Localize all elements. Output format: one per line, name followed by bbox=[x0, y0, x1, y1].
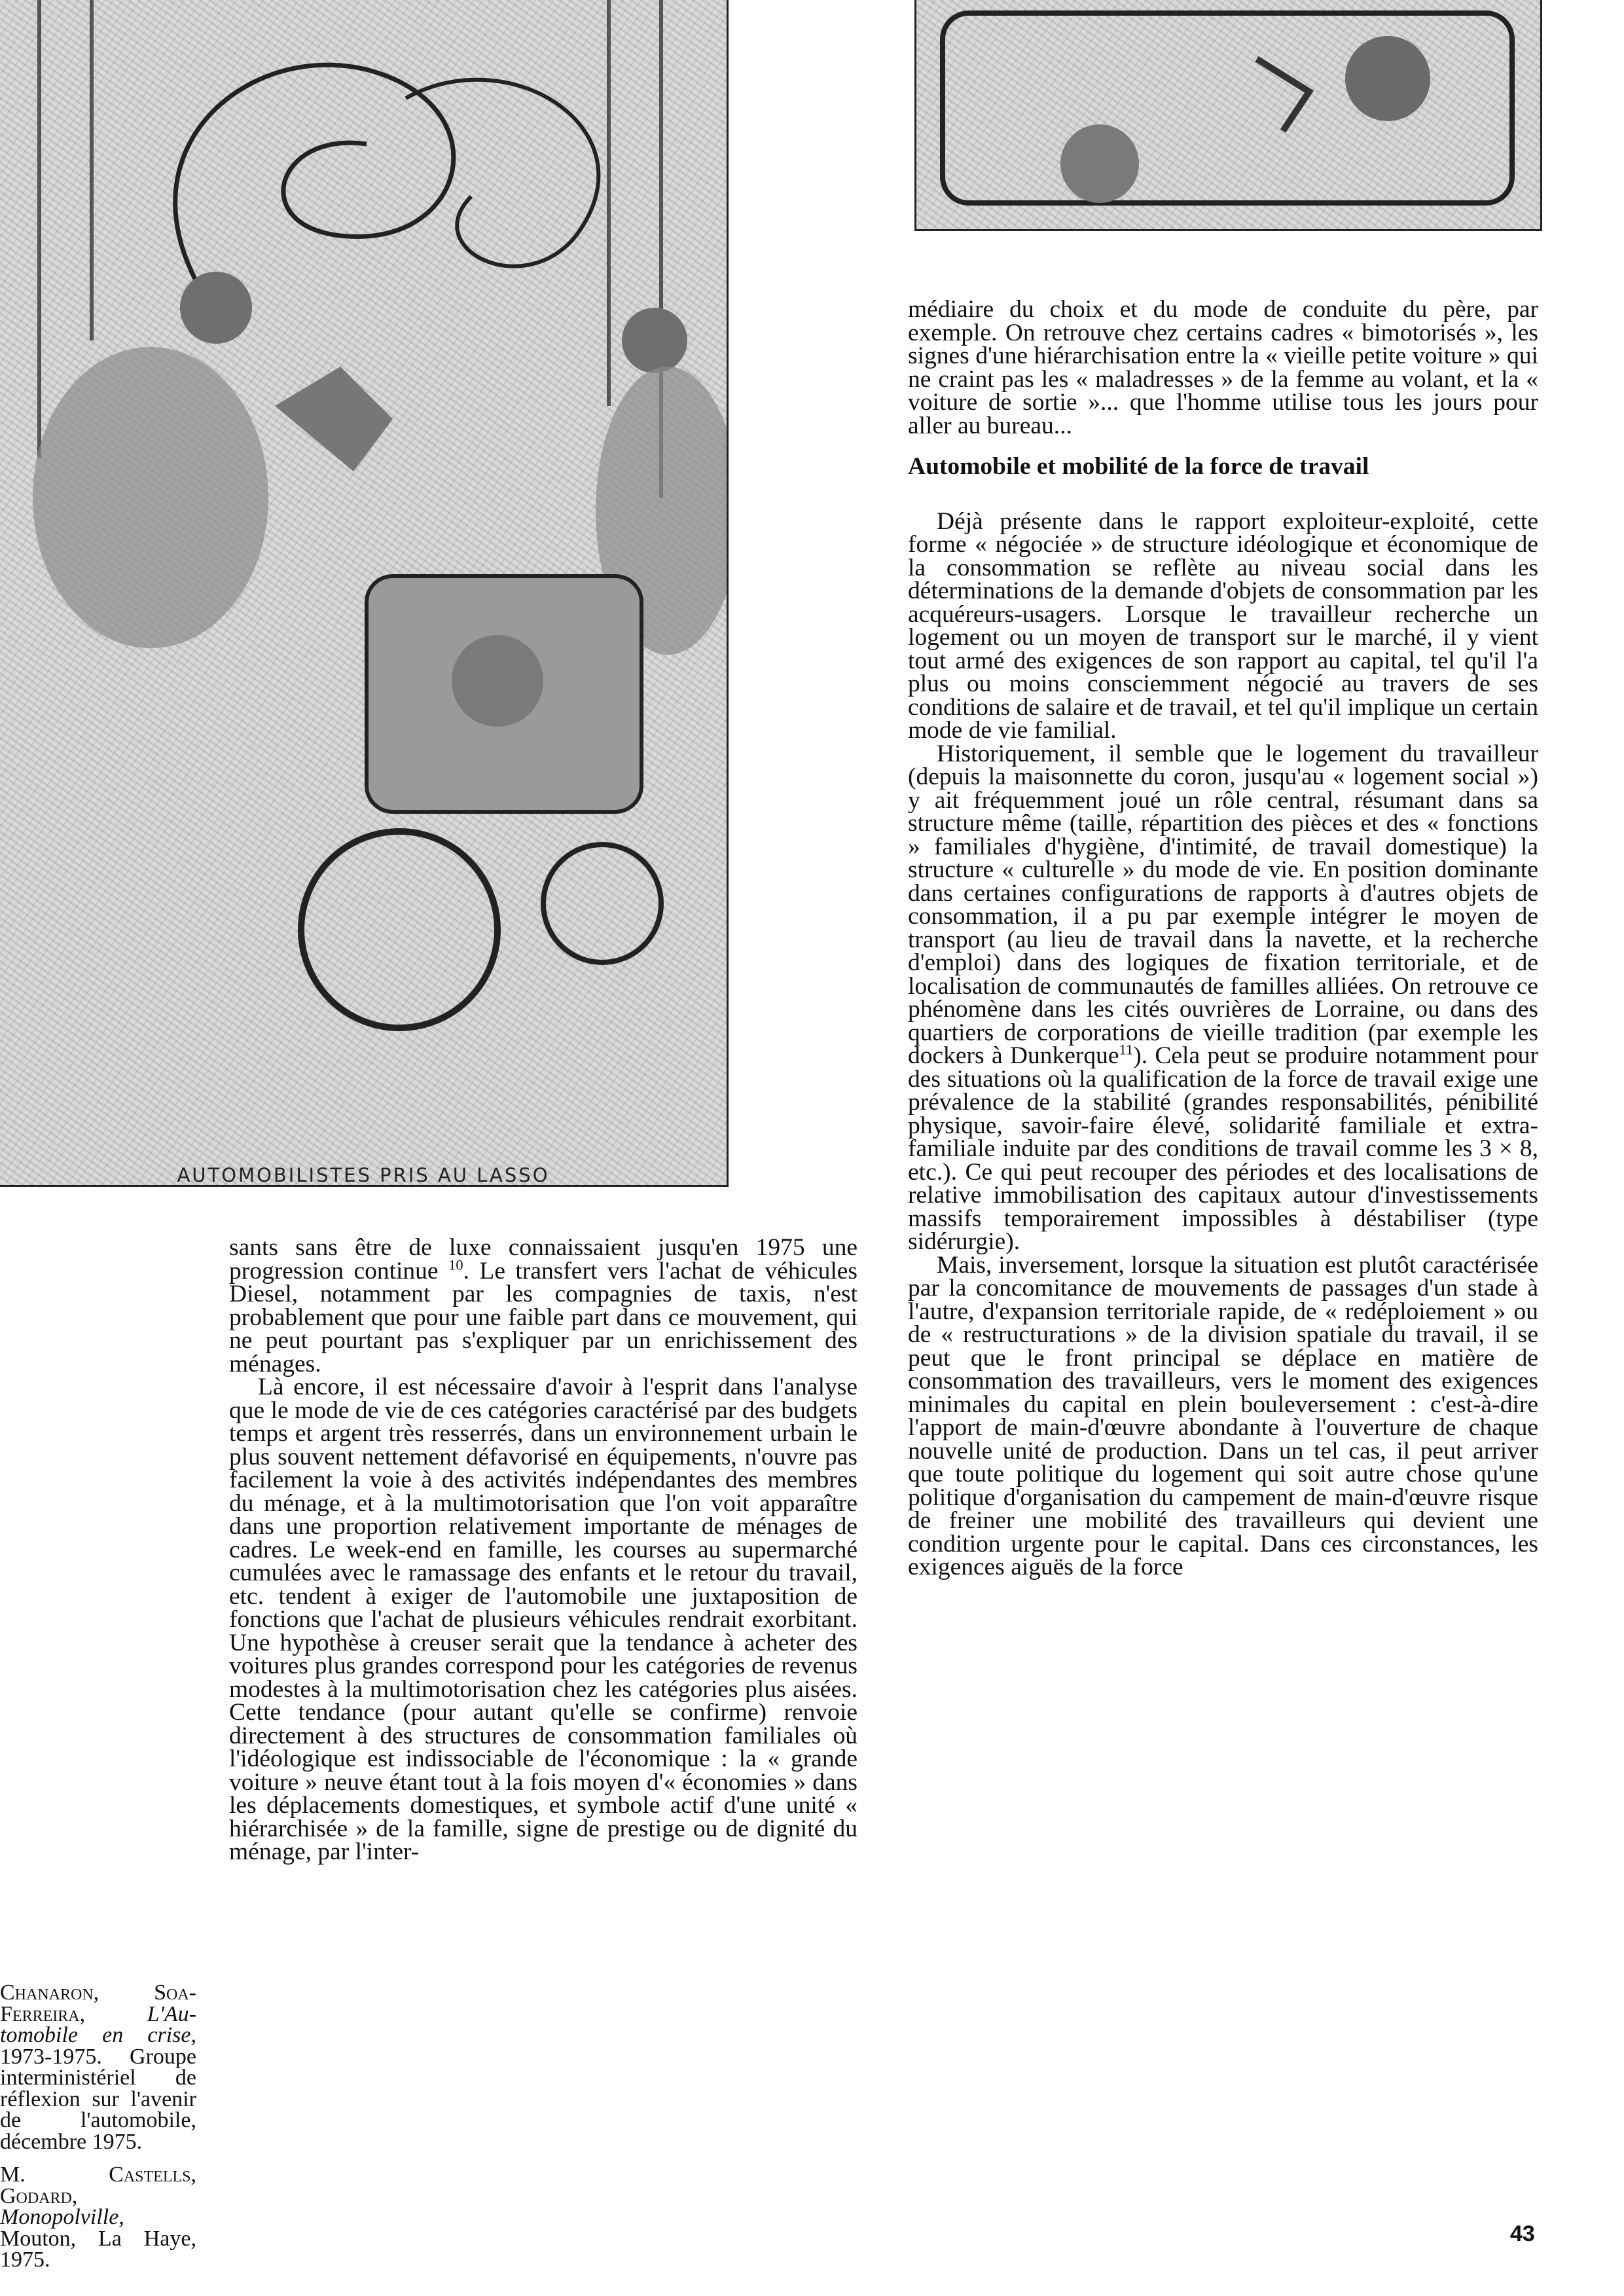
paragraph: Déjà présente dans le rapport exploiteur-exploité, cette forme « négociée » de structure idéologique et économique de la consommation se reflète au niveau social dans les déterminations de la demande d'objets de consommation par les acquéreurs-usagers. Lorsque le travailleur recherche un logement ou un moyen de transport sur le marché, il y vient tout armé des exigences de son rapport au capital, tel qu'il l'a plus ou moins consciemment négocié au travers de ses conditions de salaire et de travail, et tel qu'il implique un certain mode de vie familial. bbox=[908, 507, 1538, 744]
paragraph: Là encore, il est nécessaire d'avoir à l'esprit dans l'analyse que le mode de vie de ces catégories caractérisé par des budgets temps et argent très resserrés, dans un environnement urbain le plus souvent nettement défavorisé en équipements, n'ouvre pas facilement la voie à des activités indépendantes des membres du ménage, et à la multimotorisation que l'on voit apparaître dans une proportion relativement importante de ménages de cadres. Le week-end en famille, les courses au supermarché cumulées avec le ramassage des enfants et le retour du travail, etc. tendent à exiger de l'automobile une juxtaposition de fonctions que l'achat de plusieurs véhicules rendrait exorbitant. Une hypothèse à creuser serait que la tendance à acheter des voitures plus grandes correspond pour les catégories de revenus modestes à la multimotorisation chez les catégories plus aisées. Cette tendance (pour autant qu'elle se confirme) renvoie directement à des structures de consommation familiales où l'idéologique est indissociable de l'économique : la « grande voiture » neuve étant tout à la fois moyen d'« économies » dans les déplacements domestiques, et symbole actif d'une unité « hiérarchisée » de la famille, signe de prestige ou de dignité du ménage, par l'inter- bbox=[229, 1374, 857, 1865]
paragraph: Historiquement, il semble que le logement du travailleur (depuis la maisonnette du coron, jusqu'au « logement social ») y ait fréquemment joué un rôle central, résumant dans sa structure même (taille, répartition des pièces et des « fonctions » familiales d'hygiène, d'intimité, de travail domestique) la structure « culturelle » du mode de vie. En position dominante dans certaines configurations de rapports à d'autres objets de consommation, il a pu par exemple intégrer le moyen de transport (au lieu de travail dans la navette, et la recherche d'emploi) dans des logiques de fixation territoriale, et de localisation de communautés de familles alliées. On retrouve ce phénomène dans les cités ouvrières de Lorraine, ou dans des quartiers de corporations de vieille tradition (par exemple les dockers à Dunkerque$^{11}$). Cela peut se produire notamment pour des situations où la qualification de la force de travail exige une prévalence de la stabilité (grandes responsabilités, pénibilité physique, savoir-faire élevé, solidarité familiale et extra-familiale induite par des conditions de travail comme les 3 × 8, etc.). Ce qui peut recouper des périodes et des localisations de relative immobilisation des capitaux autour d'investissements massifs temporairement impossibles à déstabiliser (type sidérurgie). bbox=[908, 740, 1539, 1255]
paragraph: sants sans être de luxe connaissaient jusqu'en 1975 une progression continue $^{10}$. Le transfert vers l'achat de véhicules Diesel, notamment par les compagnies de taxis, n'est probablement que pour une faible part dans ce mouvement, qui ne peut pourtant pas s'expliquer par un enrichissement des ménages. bbox=[229, 1234, 858, 1377]
footnote-ref: 10 bbox=[448, 1256, 463, 1273]
middle-text-column bbox=[229, 1236, 857, 1864]
lasso-scene-drawing bbox=[0, 0, 727, 1185]
paragraph: médiaire du choix et du mode de conduite du père, par exemple. On retrouve chez certains cadres « bimotorisés », les signes d'une hiérarchisation entre la « vieille petite voiture » qui ne craint pas les « maladresses » de la femme au volant, et la « voiture de sortie »... que l'homme utilise tous les jours pour aller au bureau... bbox=[908, 296, 1538, 439]
note-11: M. Castells, Godard, Monopolville, Mouton, La Haye, 1975. bbox=[0, 2162, 196, 2272]
car-interior-illustration bbox=[914, 0, 1542, 231]
right-text-column bbox=[908, 298, 1538, 1579]
side-notes bbox=[0, 1982, 196, 2283]
note-10: Chanaron, Soa- Ferreira, L'Au-tomobile en crise, 1973-1975. Groupe interministériel de réflexion sur l'avenir de l'automobile, décembre 1975. bbox=[0, 1980, 196, 2154]
section-heading: Automobile et mobilité de la force de travail bbox=[908, 453, 1369, 480]
car-occupants-drawing bbox=[916, 0, 1540, 229]
illustration-caption: AUTOMOBILISTES PRIS AU LASSO bbox=[177, 1164, 550, 1186]
engraving-illustration bbox=[0, 0, 729, 1187]
paragraph: Mais, inversement, lorsque la situation est plutôt caractérisée par la concomitance de mouvements de passages d'un stade à l'autre, d'expansion territoriale rapide, de « redéploiement » ou de « restructurations » de la division spatiale du travail, il se peut que le front principal se déplace en matière de consommation des travailleurs, vers le moment des exigences minimales du capital en plein bouleversement : c'est-à-dire l'apport de main-d'œuvre abondante à l'ouverture de chaque nouvelle unité de production. Dans un tel cas, il peut arriver que toute politique du logement qui soit autre chose qu'une politique d'organisation du campement de main-d'œuvre risque de freiner une mobilité des travailleurs qui devient une condition urgente pour le capital. Dans ces circonstances, les exigences aiguës de la force bbox=[908, 1251, 1538, 1580]
page-number: 43 bbox=[1510, 2221, 1535, 2246]
footnote-ref: 11 bbox=[1119, 1041, 1134, 1058]
